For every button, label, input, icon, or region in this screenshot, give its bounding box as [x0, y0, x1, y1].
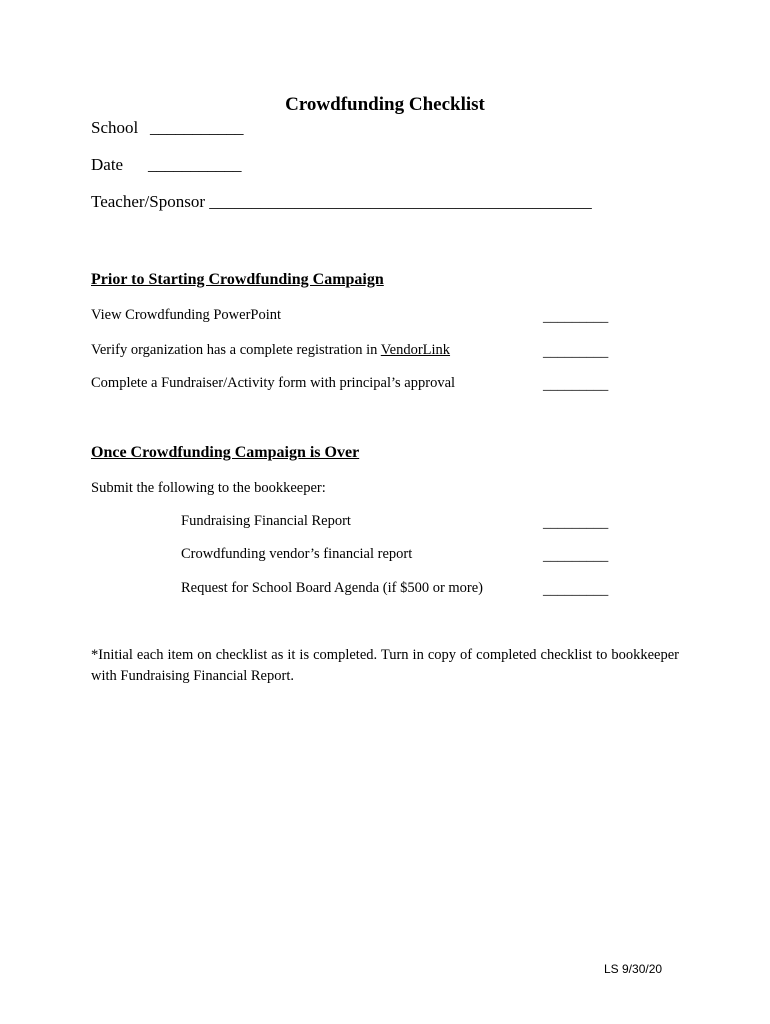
initial-line: _________ [543, 309, 609, 325]
checklist-item-vendor-report: Crowdfunding vendor’s financial report [181, 546, 413, 562]
sponsor-field [91, 192, 592, 212]
revision-footer: LS 9/30/20 [604, 962, 663, 976]
item-text: Verify organization has a complete registration in [91, 342, 381, 358]
checklist-item-view-powerpoint: View Crowdfunding PowerPoint [91, 307, 282, 323]
initial-line: _________ [543, 377, 609, 393]
checklist-item-fundraiser-form: Complete a Fundraiser/Activity form with principal’s approval [91, 375, 456, 391]
school-blank: ___________ [150, 118, 244, 137]
date-field [91, 155, 242, 175]
submit-intro: Submit the following to the bookkeeper: [91, 480, 326, 496]
vendorlink-link[interactable]: VendorLink [380, 342, 451, 358]
school-label: School [91, 118, 139, 137]
checklist-item-verify-registration [91, 342, 450, 359]
checklist-item-financial-report: Fundraising Financial Report [181, 513, 351, 529]
date-blank: ___________ [148, 155, 242, 174]
section-over-heading: Once Crowdfunding Campaign is Over [91, 444, 360, 461]
section-prior-heading: Prior to Starting Crowdfunding Campaign [91, 271, 384, 288]
page-title: Crowdfunding Checklist [285, 94, 485, 115]
sponsor-label: Teacher/Sponsor [91, 192, 205, 211]
initial-line: _________ [543, 344, 609, 360]
school-field [91, 118, 244, 138]
initial-line: _________ [543, 548, 609, 564]
initial-line: _________ [543, 582, 609, 598]
initial-line: _________ [543, 515, 609, 531]
instructions-note: *Initial each item on checklist as it is completed. Turn in copy of completed checklist to bookkeeper with Fundraising Financial Report. [91, 647, 679, 684]
date-label: Date [91, 155, 124, 174]
sponsor-blank: _____________________________________________ [209, 192, 592, 211]
checklist-item-board-agenda: Request for School Board Agenda (if $500 or more) [181, 580, 484, 596]
